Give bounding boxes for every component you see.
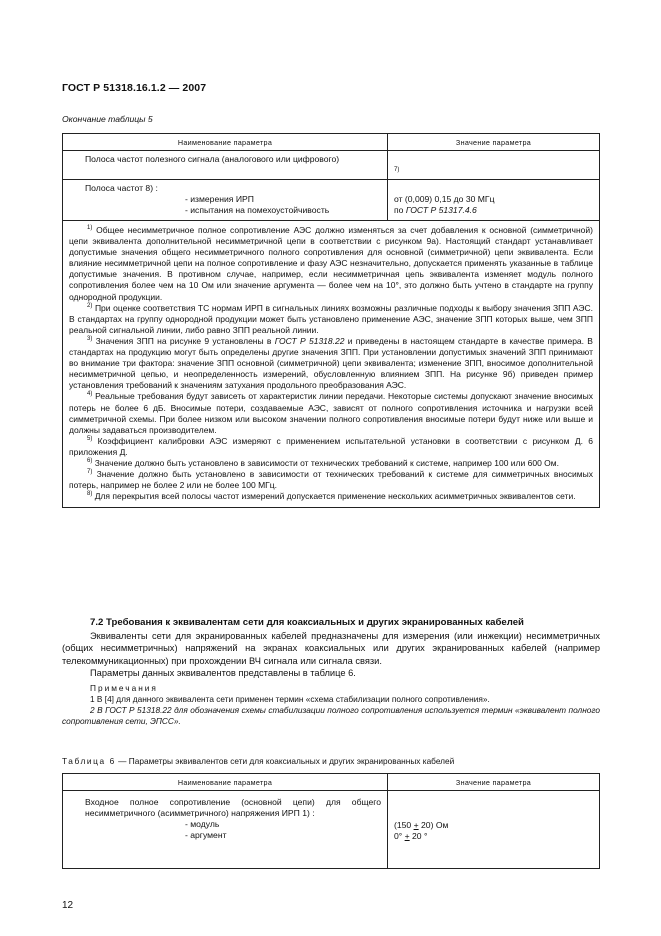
- table-continuation-caption: Окончание таблицы 5: [62, 114, 153, 124]
- table5-header-value: Значение параметра: [388, 134, 600, 151]
- value-text: от (0,009) 0,15 до 30 МГц: [394, 194, 495, 204]
- table5-param-cell: [63, 151, 388, 180]
- table5-value-cell: [388, 180, 600, 221]
- table5-value-cell: [388, 151, 600, 180]
- table-6-title: Таблица 6 — Параметры эквивалентов сети для коаксиальных и других экранированных кабелей: [62, 756, 455, 766]
- footnote: $^{6)}$ Значение должно быть установлено в зависимости от технических требований к системе, например 100 или 600 Ом.: [87, 457, 559, 468]
- value-text: (150 + 20) Ом: [394, 820, 449, 830]
- section-7-2: [62, 617, 600, 727]
- table-row: [63, 791, 600, 869]
- document-code-header: ГОСТ Р 51318.16.1.2 — 2007: [62, 82, 207, 94]
- note-item: 1 В [4] для данного эквивалента сети применен термин «схема стабилизации полного сопротивления».: [90, 693, 490, 704]
- footnote: $^{1)}$ Общее несимметричное полное сопротивление АЭС должно изменяться за счет добавления к основной (симметричной) цепи эквивалента дополнительной несимметричной цепи в соответствии с рисунком 9а). Настоящий стандарт устанавливает допустимые значения общего несимметричного полного сопротивления для основной (симметричной) цепи эквивалента. Если влияние несимметричной цепи на полное сопротивление и фазу АЭС незначительно, допускается применять указанные в таблице допустимые значения. В противном случае, например, если несимметричная цепь эквивалента изменяет модуль полного сопротивления более чем на 10 Ом или значение аргумента — более чем на 10°, это должно быть учтено в стандарте на группу однородной продукции.: [69, 225, 593, 302]
- table6-value-cell: [388, 791, 600, 869]
- table-row: [63, 180, 600, 221]
- table-row: [63, 151, 600, 180]
- param-subitem: - измерения ИРП: [185, 194, 254, 204]
- param-subitem: - испытания на помехоустойчивость: [185, 205, 330, 215]
- note-item: 2 В ГОСТ Р 51318.22 для обозначения схемы стабилизации полного сопротивления используется термин «эквивалент полного сопротивления сети, ЭПСС».: [62, 704, 600, 726]
- table5-header-param: Наименование параметра: [63, 134, 388, 151]
- footnote-mark: 7): [394, 167, 400, 173]
- value-text: по ГОСТ Р 51317.4.6: [394, 205, 477, 215]
- standard-reference: ГОСТ Р 51317.4.6: [405, 205, 477, 215]
- notes-heading: Примечания: [90, 682, 158, 693]
- param-text: Входное полное сопротивление (основной цепи) для общего несимметричного (асимметричного) напряжения ИРП 1) :: [85, 797, 381, 818]
- param-subitem: - модуль: [185, 819, 220, 829]
- param-text: Полоса частот 8) :: [85, 183, 158, 193]
- table-5: [62, 133, 600, 508]
- table5-param-cell: [63, 180, 388, 221]
- footnote: $^{4)}$ Реальные требования будут зависеть от характеристик линии передачи. Некоторые системы допускают значение вносимых потерь не более 6 дБ. Вносимые потери, создаваемые АЭС, зависят от полного сопротивления источника и нагрузки всей симметричной схемы. При более низком или высоком значении полного сопротивления вносимые потери будут ниже или выше и должны задаваться производителем.: [69, 391, 593, 435]
- footnote: $^{2)}$ При оценке соответствия ТС нормам ИРП в сигнальных линиях возможны различные подходы к выбору значения ЗПП АЭС. В стандартах на группу однородной продукции может быть установлено применение АЭС, значение ЗПП которых выше, чем ЗПП реальной сигнальной линии, либо равно ЗПП реальной линии.: [69, 302, 593, 335]
- param-text: Полоса частот полезного сигнала (аналогового или цифрового): [85, 154, 340, 164]
- footnote: $^{3)}$ Значения ЗПП на рисунке 9 установлены в ГОСТ Р 51318.22 и приведены в настоящем стандарте в качестве примера. В стандартах на продукцию могут быть определены другие значения ЗПП. При установлении допустимых значений ЗПП принимают во внимание три фактора: значение ЗПП основной (симметричной) цепи эквивалента; изменение ЗПП, вносимое дополнительной несимметричной цепью, и неопределенность измерений, обусловленную влиянием ЗПП. На рисунке 9б) приведен пример установления требований к значениям затухания продольного преобразования АЭС.: [69, 335, 593, 391]
- table-6: [62, 773, 600, 869]
- notes-block: [62, 683, 600, 727]
- footnote: $^{5)}$ Коэффициент калибровки АЭС измеряют с применением испытательной установки в соответствии с рисунком Д. 6 приложения Д.: [69, 435, 593, 457]
- section-title: 7.2 Требования к эквивалентам сети для коаксиальных и других экранированных кабелей: [90, 617, 524, 628]
- table5-footnotes: [63, 221, 600, 508]
- page-number: 12: [62, 900, 74, 911]
- table6-param-cell: [63, 791, 388, 869]
- footnote: $^{7)}$ Значение должно быть установлено в зависимости от технических требований к системе для симметричных вносимых потерь, например не более 2 или не более 100 МГц.: [69, 469, 593, 491]
- value-text: 0° + 20 °: [394, 831, 428, 841]
- param-subitem: - аргумент: [185, 830, 227, 840]
- section-paragraph: Параметры данных эквивалентов представлены в таблице 6.: [90, 668, 356, 679]
- section-paragraph: Эквиваленты сети для экранированных кабелей предназначены для измерения (или инжекции) несимметричных (общих несимметричных) напряжений на экранах коаксиальных или других экранированных кабелей (например телекоммуникационных) при прохождении ВЧ сигнала или сигнала связи.: [62, 630, 600, 666]
- standard-reference: ГОСТ Р 51318.22: [274, 335, 345, 346]
- table6-header-param: Наименование параметра: [63, 774, 388, 791]
- footnote: $^{8)}$ Для перекрытия всей полосы частот измерений допускается применение нескольких асимметричных эквивалентов сети.: [87, 491, 576, 502]
- table6-header-value: Значение параметра: [388, 774, 600, 791]
